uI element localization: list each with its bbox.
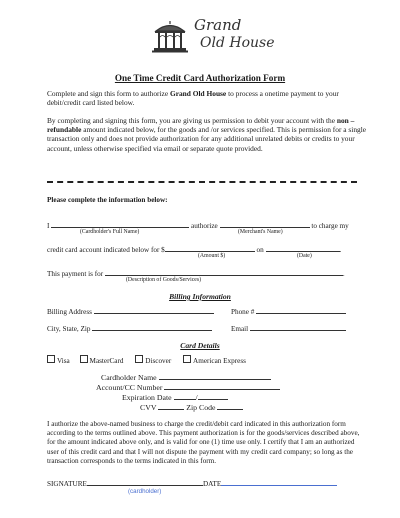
signature-field[interactable] bbox=[87, 478, 203, 486]
permission-paragraph bbox=[47, 116, 367, 153]
expiration-month-field[interactable] bbox=[174, 392, 196, 400]
logo-line-1: Grand bbox=[194, 16, 242, 34]
payment-label: This payment is for bbox=[47, 270, 104, 278]
cardholder-full-name-field[interactable] bbox=[51, 220, 189, 228]
payment-description-field[interactable] bbox=[105, 268, 343, 276]
discover-label: Discover bbox=[145, 356, 172, 365]
merchant-name-caption: (Merchant's Name) bbox=[238, 229, 283, 235]
expiration-row: Expiration Date / bbox=[96, 392, 280, 402]
gazebo-icon bbox=[150, 20, 190, 54]
billing-address-label: Billing Address bbox=[47, 308, 92, 316]
amount-caption: (Amount $) bbox=[198, 253, 226, 259]
discover-option[interactable] bbox=[135, 357, 171, 365]
visa-checkbox[interactable] bbox=[47, 355, 55, 363]
cardholder-name-label: Cardholder Name bbox=[101, 373, 157, 382]
phone-field[interactable] bbox=[256, 306, 346, 314]
section-heading: Please complete the information below: bbox=[47, 196, 168, 204]
signature-date-label: DATE bbox=[202, 480, 222, 488]
discover-checkbox[interactable] bbox=[135, 355, 143, 363]
para2-after: amount indicated below, for the goods and /or services specified. This is permission for a single transaction only and does not provide authorization for any additional unrelated debits or credits to your account, unless otherwise specified via email or separate quote provided. bbox=[47, 125, 367, 153]
amount-line: credit card account indicated below for $ on . bbox=[47, 246, 342, 254]
visa-option[interactable] bbox=[47, 357, 70, 365]
amex-label: American Express bbox=[193, 356, 246, 365]
logo-line-2: Old House bbox=[200, 35, 275, 51]
mastercard-option[interactable] bbox=[80, 357, 124, 365]
billing-heading: Billing Information bbox=[169, 292, 231, 301]
payment-caption: (Description of Goods/Services) bbox=[126, 277, 202, 283]
email-label: Email bbox=[231, 325, 249, 333]
email-row bbox=[231, 323, 346, 333]
para2-before: By completing and signing this form, you are giving us permission to debit your account with the bbox=[47, 116, 337, 125]
amex-checkbox[interactable] bbox=[183, 355, 191, 363]
intro-paragraph bbox=[47, 89, 367, 107]
mastercard-label: MasterCard bbox=[89, 356, 124, 365]
amex-option[interactable] bbox=[183, 357, 246, 365]
card-type-options bbox=[47, 355, 246, 365]
auth-i-label: I bbox=[47, 222, 50, 230]
date-field[interactable] bbox=[266, 244, 340, 252]
to-charge-label: to charge my bbox=[311, 222, 349, 230]
amount-label: credit card account indicated below for $ bbox=[47, 246, 165, 254]
city-row bbox=[47, 323, 212, 333]
cvv-field[interactable] bbox=[158, 402, 184, 410]
visa-label: Visa bbox=[57, 356, 70, 365]
city-state-zip-field[interactable] bbox=[92, 323, 212, 331]
account-number-field[interactable] bbox=[164, 382, 280, 390]
account-number-label: Account/CC Number bbox=[96, 383, 163, 392]
zip-code-field[interactable] bbox=[217, 402, 243, 410]
mastercard-checkbox[interactable] bbox=[80, 355, 88, 363]
authorize-label: authorize bbox=[191, 222, 218, 230]
phone-row bbox=[231, 306, 346, 316]
intro-after: to process a onetime payment to your debit/credit card listed below. bbox=[47, 89, 339, 108]
intro-before: Complete and sign this form to authorize bbox=[47, 89, 170, 98]
logo bbox=[150, 12, 275, 56]
amount-field[interactable] bbox=[165, 244, 255, 252]
merchant-name-field[interactable] bbox=[220, 220, 310, 228]
phone-label: Phone # bbox=[231, 308, 255, 316]
expiration-year-field[interactable] bbox=[198, 392, 228, 400]
date-caption: (Date) bbox=[297, 253, 312, 259]
card-details-heading: Card Details bbox=[180, 341, 220, 350]
dashed-divider bbox=[47, 181, 357, 183]
cardholder-name-caption: (Cardholder's Full Name) bbox=[80, 229, 140, 235]
email-field[interactable] bbox=[250, 323, 346, 331]
signature-label: SIGNATURE bbox=[47, 480, 87, 488]
cardholder-name-row bbox=[96, 372, 280, 382]
authorization-paragraph: I authorize the above-named business to charge the credit/debit card indicated in this authorization form according to the terms outlined above. This payment authorization is for the goods/services described above, for the amount indicated above only, and is valid for one (1) time use only. I certify that I am an authorized user of this credit card and that I will not dispute the payment with my credit card company; so long as the transaction corresponds to the terms indicated in this form. bbox=[47, 420, 360, 465]
on-label: on bbox=[256, 246, 264, 254]
cardholder-caption: (cardholder) bbox=[128, 488, 162, 495]
zip-code-label: Zip Code bbox=[186, 403, 216, 412]
expiration-label: Expiration Date bbox=[122, 393, 172, 402]
billing-address-field[interactable] bbox=[94, 306, 214, 314]
cvv-label: CVV bbox=[140, 403, 157, 412]
non-refundable-text: non – refundable bbox=[47, 116, 355, 135]
payment-line: This payment is for . bbox=[47, 270, 345, 278]
account-number-row bbox=[96, 382, 280, 392]
signature-date-field[interactable] bbox=[221, 478, 337, 486]
company-name: Grand Old House bbox=[169, 89, 227, 98]
cardholder-name-field[interactable] bbox=[159, 372, 271, 380]
billing-address-row bbox=[47, 306, 214, 316]
cvv-zip-row bbox=[96, 402, 280, 412]
page-title: One Time Credit Card Authorization Form bbox=[114, 73, 286, 83]
city-state-zip-label: City, State, Zip bbox=[47, 325, 91, 333]
signature-row bbox=[47, 478, 337, 488]
card-fields bbox=[96, 372, 280, 412]
